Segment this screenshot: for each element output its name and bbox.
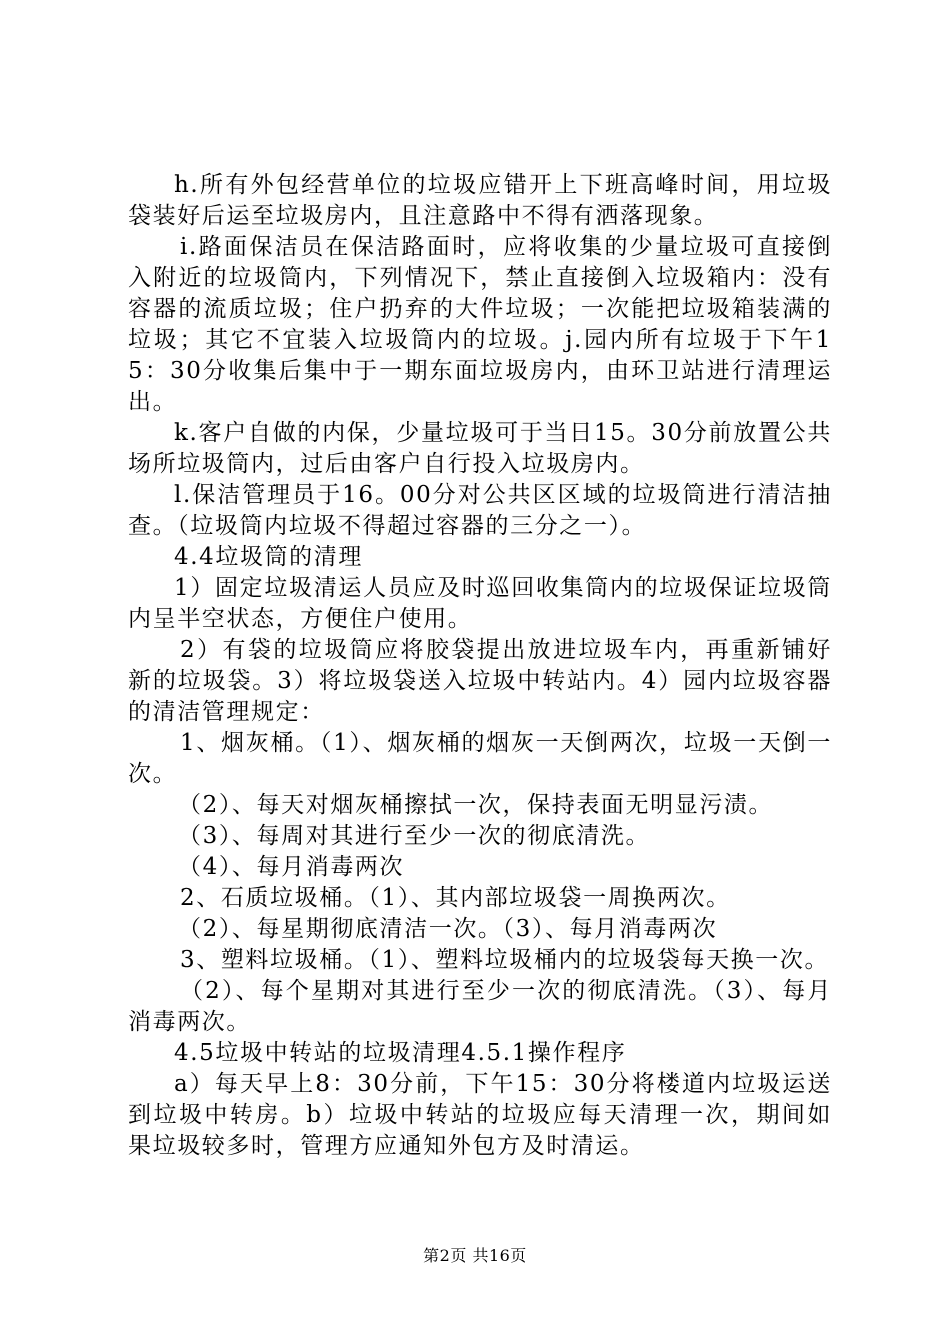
paragraph-ashtray-3: （3）、每周对其进行至少一次的彻底清洗。 (178, 823, 651, 849)
section-heading-4-5: 4.5垃圾中转站的垃圾清理4.5.1操作程序 (174, 1040, 627, 1066)
paragraph-ashtray-2: （2）、每天对烟灰桶擦拭一次，保持表面无明显污渍。 (178, 792, 774, 818)
page-number-footer: 第2页 共16页 (423, 1246, 527, 1265)
paragraph-ashtray: 1、烟灰桶。（1）、烟灰桶的烟灰一天倒两次，垃圾一天倒一次。 (128, 730, 832, 787)
paragraph-plastic-bin: 3、塑料垃圾桶。（1）、塑料垃圾桶内的垃圾袋每天换一次。 (180, 947, 830, 973)
paragraph-procedure-a-b: a）每天早上8：30分前，下午15：30分将楼道内垃圾运送到垃圾中转房。b）垃圾中转站的垃圾应每天清理一次，期间如果垃圾较多时，管理方应通知外包方及时清运。 (128, 1071, 832, 1159)
document-body (128, 170, 832, 1162)
paragraph-stone-bin: 2、石质垃圾桶。（1）、其内部垃圾袋一周换两次。 (180, 885, 731, 911)
section-heading-4-4: 4.4垃圾筒的清理 (174, 544, 363, 570)
paragraph-step-2-4: 2）有袋的垃圾筒应将胶袋提出放进垃圾车内，再重新铺好新的垃圾袋。3）将垃圾袋送入垃圾中转站内。4）园内垃圾容器的清洁管理规定： (128, 637, 832, 725)
paragraph-k: k.客户自做的内保，少量垃圾可于当日15。30分前放置公共场所垃圾筒内，过后由客户自行投入垃圾房内。 (128, 420, 832, 477)
paragraph-l: l.保洁管理员于16。00分对公共区区域的垃圾筒进行清洁抽查。（垃圾筒内垃圾不得超过容器的三分之一）。 (128, 482, 832, 539)
paragraph-i-j: i.路面保洁员在保洁路面时，应将收集的少量垃圾可直接倒入附近的垃圾筒内，下列情况下，禁止直接倒入垃圾箱内：没有容器的流质垃圾；住户扔弃的大件垃圾；一次能把垃圾箱装满的垃圾；其它不宜装入垃圾筒内的垃圾。j.园内所有垃圾于下午15：30分收集后集中于一期东面垃圾房内，由环卫站进行清理运出。 (128, 234, 832, 415)
paragraph-stone-bin-2-3: （2）、每星期彻底清洁一次。（3）、每月消毒两次 (178, 916, 718, 942)
paragraph-step-1: 1）固定垃圾清运人员应及时巡回收集筒内的垃圾保证垃圾筒内呈半空状态，方便住户使用。 (128, 575, 832, 632)
paragraph-plastic-bin-2-3: （2）、每个星期对其进行至少一次的彻底清洗。（3）、每月消毒两次。 (128, 978, 832, 1035)
paragraph-h: h.所有外包经营单位的垃圾应错开上下班高峰时间，用垃圾袋装好后运至垃圾房内，且注意路中不得有洒落现象。 (128, 172, 832, 229)
paragraph-ashtray-4: （4）、每月消毒两次 (178, 854, 405, 880)
